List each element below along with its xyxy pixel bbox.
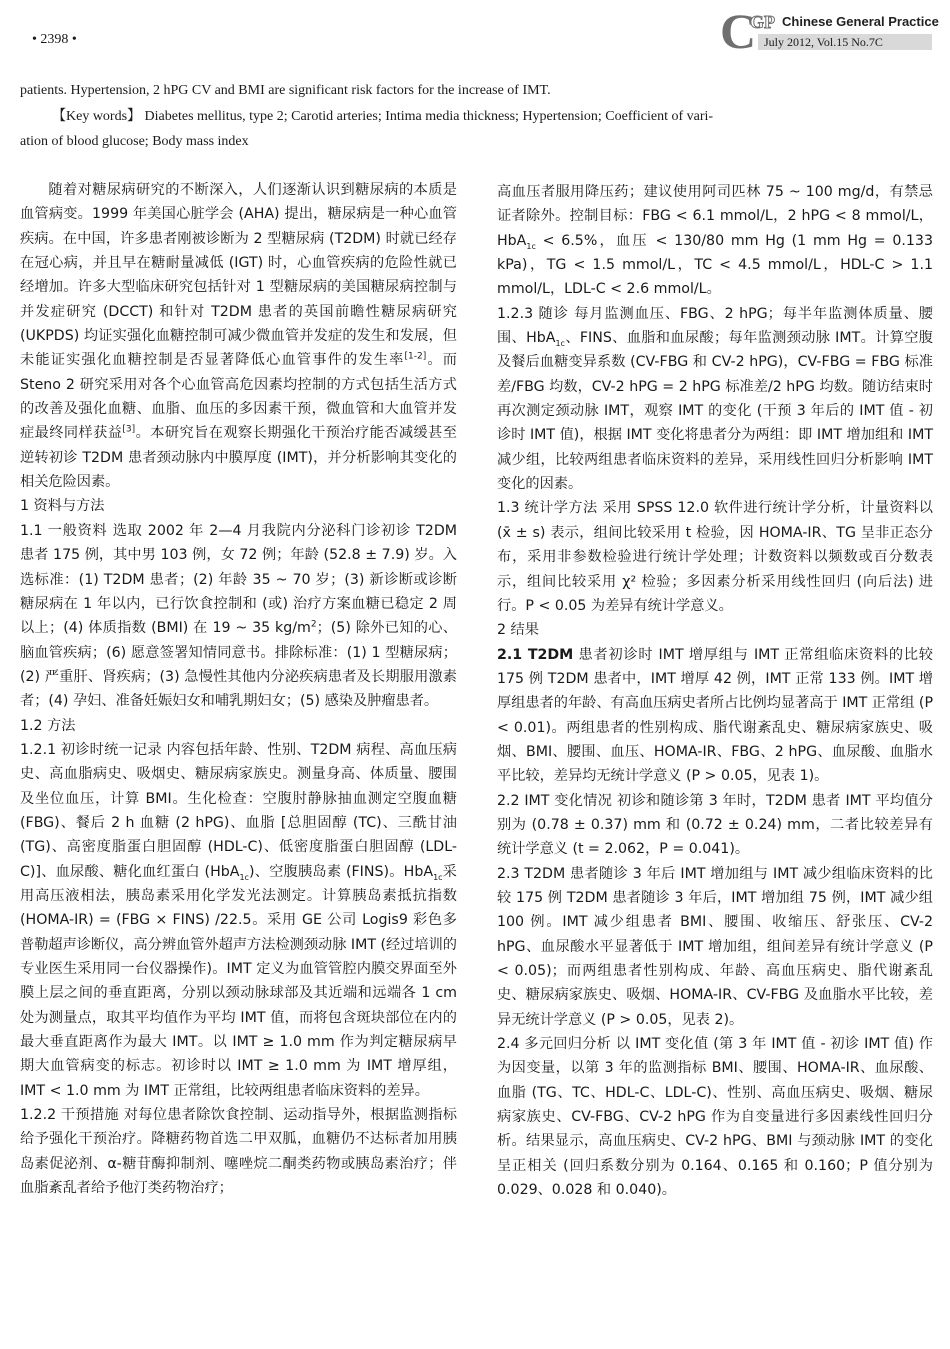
section-2-title: 2 结果 <box>497 622 539 639</box>
right-column <box>497 180 933 1202</box>
keywords-text: Diabetes mellitus, type 2; Carotid arteries; Intima media thickness; Hypertension; Coefficient of vari- <box>141 109 714 124</box>
intro-paragraph: 随着对糖尿病研究的不断深入，人们逐渐认识到糖尿病的本质是血管病变。1999 年美国心脏学会 (AHA) 提出，糖尿病是一种心血管疾病。在中国，许多患者刚被诊断为 2 型糖尿病 (T2DM) 时就已经存在冠心病，并且早在糖耐量减低 (IGT) 时，心血管疾病的危险性就已经增加。许多大型临床研究包括针对 1 型糖尿病的美国糖尿病控制与并发症研究 (DCCT) 和针对 T2DM 患者的英国前瞻性糖尿病研究 (UKPDS) 均证实强化血糖控制可减少微血管并发症的发生和发展，但未能证实强化血糖控制是否显著降低心血管事件的发生率[1-2]。而 Steno 2 研究采用对各个心血管高危因素均控制的方式包括生活方式的改善及强化血糖、血脂、血压的多因素干预，微血管和大血管并发症最终同样获益[3]。本研究旨在观察长期强化干预治疗能否减缓甚至逆转初诊 T2DM 患者颈动脉内中膜厚度 (IMT)，并分析影响其变化的相关危险因素。 <box>20 182 457 491</box>
section-2-2: 2.2 IMT 变化情况 初诊和随诊第 3 年时，T2DM 患者 IMT 平均值分别为 (0.78 ± 0.37) mm 和 (0.72 ± 0.24) mm，二者比较差异有统计学意义 (t = 2.062，P = 0.041)。 <box>497 792 933 858</box>
english-keywords <box>20 104 890 154</box>
section-1-2-1: 1.2.1 初诊时统一记录 内容包括年龄、性别、T2DM 病程、高血压病史、高血脂病史、吸烟史、糖尿病家族史。测量身高、体质量、腰围及坐位血压，计算 BMI。生化检查：空腹肘静脉抽血测定空腹血糖 (FBG)、餐后 2 h 血糖 (2 hPG)、血脂 [总胆固醇 (TC)、三酰甘油 (TG)、高密度脂蛋白胆固醇 (HDL-C)、低密度脂蛋白胆固醇 (LDL-C)]、血尿酸、糖化血红蛋白 (HbA$_{1c}$)、空腹胰岛素 (FINS)。HbA$_{1c}$采用高压液相法，胰岛素采用化学发光法测定。计算胰岛素抵抗指数 (HOMA-IR) = (FBG × FINS) /22.5。采用 GE 公司 Logis9 彩色多普勒超声诊断仪，高分辨血管外超声方法检测颈动脉 IMT (经过培训的专业医生采用同一台仪器操作)。IMT 定义为血管管腔内膜交界面至外膜上层之间的垂直距离，分别以颈动脉球部及其近端和远端各 1 cm 处为测量点，取其平均值作为平均 IMT 值，而将包含斑块部位在内的最大垂直距离作为最大 IMT。以 IMT ≥ 1.0 mm 作为判定糖尿病早期大血管病变的标志。初诊时以 IMT ≥ 1.0 mm 为 IMT 增厚组，IMT < 1.0 mm 为 IMT 正常组，比较两组患者临床资料的差异。 <box>20 741 457 1099</box>
section-2-1: 2.1 T2DM 患者初诊时 IMT 增厚组与 IMT 正常组临床资料的比较 175 例 T2DM 患者中，IMT 增厚 42 例，IMT 正常 133 例。IMT 增厚组患者的年龄、有高血压病史者所占比例均显著高于 IMT 正常组 (P < 0.01)。两组患者的性别构成、脂代谢紊乱史、糖尿病家族史、吸烟、BMI、腰围、血压、HOMA-IR、FBG、2 hPG、血尿酸、血脂水平比较，差异均无统计学意义 (P > 0.05，见表 1)。 <box>497 646 933 785</box>
control-targets: 高血压者服用降压药；建议使用阿司匹林 75 ~ 100 mg/d，有禁忌证者除外。控制目标：FBG < 6.1 mmol/L，2 hPG < 8 mmol/L，HbA$_{1c}$ < 6.5%，血压 < 130/80 mm Hg (1 mm Hg = 0.133 kPa)，TG < 1.5 mmol/L，TC < 4.5 mmol/L，HDL-C > 1.1 mmol/L，LDL-C < 2.6 mmol/L。 <box>497 184 933 298</box>
journal-logo-gp: GP <box>750 12 775 32</box>
section-1-title: 1 资料与方法 <box>20 498 105 515</box>
section-1-2-3: 1.2.3 随诊 每月监测血压、FBG、2 hPG；每半年监测体质量、腰围、HbA$_{1c}$、FINS、血脂和血尿酸；每年监测颈动脉 IMT。计算空腹及餐后血糖变异系数 (CV-FBG 和 CV-2 hPG)，CV-FBG = FBG 标准差/FBG 均数，CV-2 hPG = 2 hPG 标准差/2 hPG 均数。随访结束时再次测定颈动脉 IMT，观察 IMT 的变化 (干预 3 年后的 IMT 值 - 初诊时 IMT 值)，根据 IMT 变化将患者分为两组：即 IMT 增加组和 IMT 减少组，比较两组患者临床资料的差异，采用线性回归分析影响 IMT 变化的因素。 <box>497 305 933 493</box>
section-1-3: 1.3 统计学方法 采用 SPSS 12.0 软件进行统计学分析，计量资料以 (x̄ ± s) 表示，组间比较采用 t 检验，因 HOMA-IR、TG 呈非正态分布，采用非参数检验进行统计学处理；计数资料以频数或百分数表示，组间比较采用 χ² 检验；多因素分析采用线性回归 (向后法) 进行。P < 0.05 为差异有统计学意义。 <box>497 500 933 614</box>
section-2-3: 2.3 T2DM 患者随诊 3 年后 IMT 增加组与 IMT 减少组临床资料的比较 175 例 T2DM 患者随诊 3 年后，IMT 增加组 75 例，IMT 减少组 100 例。IMT 减少组患者 BMI、腰围、收缩压、舒张压、CV-2 hPG、血尿酸水平显著低于 IMT 增加组，组间差异有统计学意义 (P < 0.05)；而两组患者性别构成、年龄、高血压病史、脂代谢紊乱史、糖尿病家族史、吸烟、HOMA-IR、CV-FBG 及血脂水平比较，差异无统计学意义 (P > 0.05，见表 2)。 <box>497 865 933 1028</box>
section-1-2-title: 1.2 方法 <box>20 717 76 734</box>
page-number: • 2398 • <box>32 32 77 47</box>
keywords-label: 【Key words】 <box>52 109 142 124</box>
keywords-continuation: ation of blood glucose; Body mass index <box>20 134 249 149</box>
journal-logo-c: C <box>720 3 757 59</box>
journal-issue: July 2012, Vol.15 No.7C <box>758 34 932 50</box>
journal-name: Chinese General Practice <box>782 14 939 29</box>
section-2-4: 2.4 多元回归分析 以 IMT 变化值 (第 3 年 IMT 值 - 初诊 IMT 值) 作为因变量，以第 3 年的监测指标 BMI、腰围、HOMA-IR、血尿酸、血脂 (TG、TC、HDL-C、LDL-C)、性别、高血压病史、吸烟、糖尿病家族史、CV-FBG、CV-2 hPG 作为自变量进行多因素线性回归分析。结果显示，高血压病史、CV-2 hPG、BMI 与颈动脉 IMT 的变化呈正相关 (回归系数分别为 0.164、0.165 和 0.160；P 值分别为 0.029、0.028 和 0.040)。 <box>497 1036 933 1199</box>
section-1-2-2: 1.2.2 干预措施 对每位患者除饮食控制、运动指导外，根据监测指标给予强化干预治疗。降糖药物首选二甲双胍，血糖仍不达标者加用胰岛素促泌剂、α-糖苷酶抑制剂、噻唑烷二酮类药物或胰岛素治疗；伴血脂紊乱者给予他汀类药物治疗； <box>20 1107 457 1197</box>
left-column <box>20 178 457 1200</box>
section-1-1: 1.1 一般资料 选取 2002 年 2—4 月我院内分泌科门诊初诊 T2DM 患者 175 例，其中男 103 例，女 72 例；年龄 (52.8 ± 7.9) 岁。入选标准：(1) T2DM 患者；(2) 年龄 35 ~ 70 岁；(3) 新诊断或诊断糖尿病在 1 年以内，已行饮食控制和 (或) 治疗方案血糖已稳定 2 周以上；(4) 体质指数 (BMI) 在 19 ~ 35 $kg/m^2$；(5) 除外已知的心、脑血管疾病；(6) 愿意签署知情同意书。排除标准：(1) 1 型糖尿病；(2) 严重肝、肾疾病；(3) 急慢性其他内分泌疾病患者及长期服用激素者；(4) 孕妇、准备妊娠妇女和哺乳期妇女；(5) 感染及肿瘤患者。 <box>20 522 457 710</box>
english-conclusion: patients. Hypertension, 2 hPG CV and BMI are significant risk factors for the increase of IMT. <box>20 83 551 98</box>
journal-masthead <box>720 3 939 59</box>
